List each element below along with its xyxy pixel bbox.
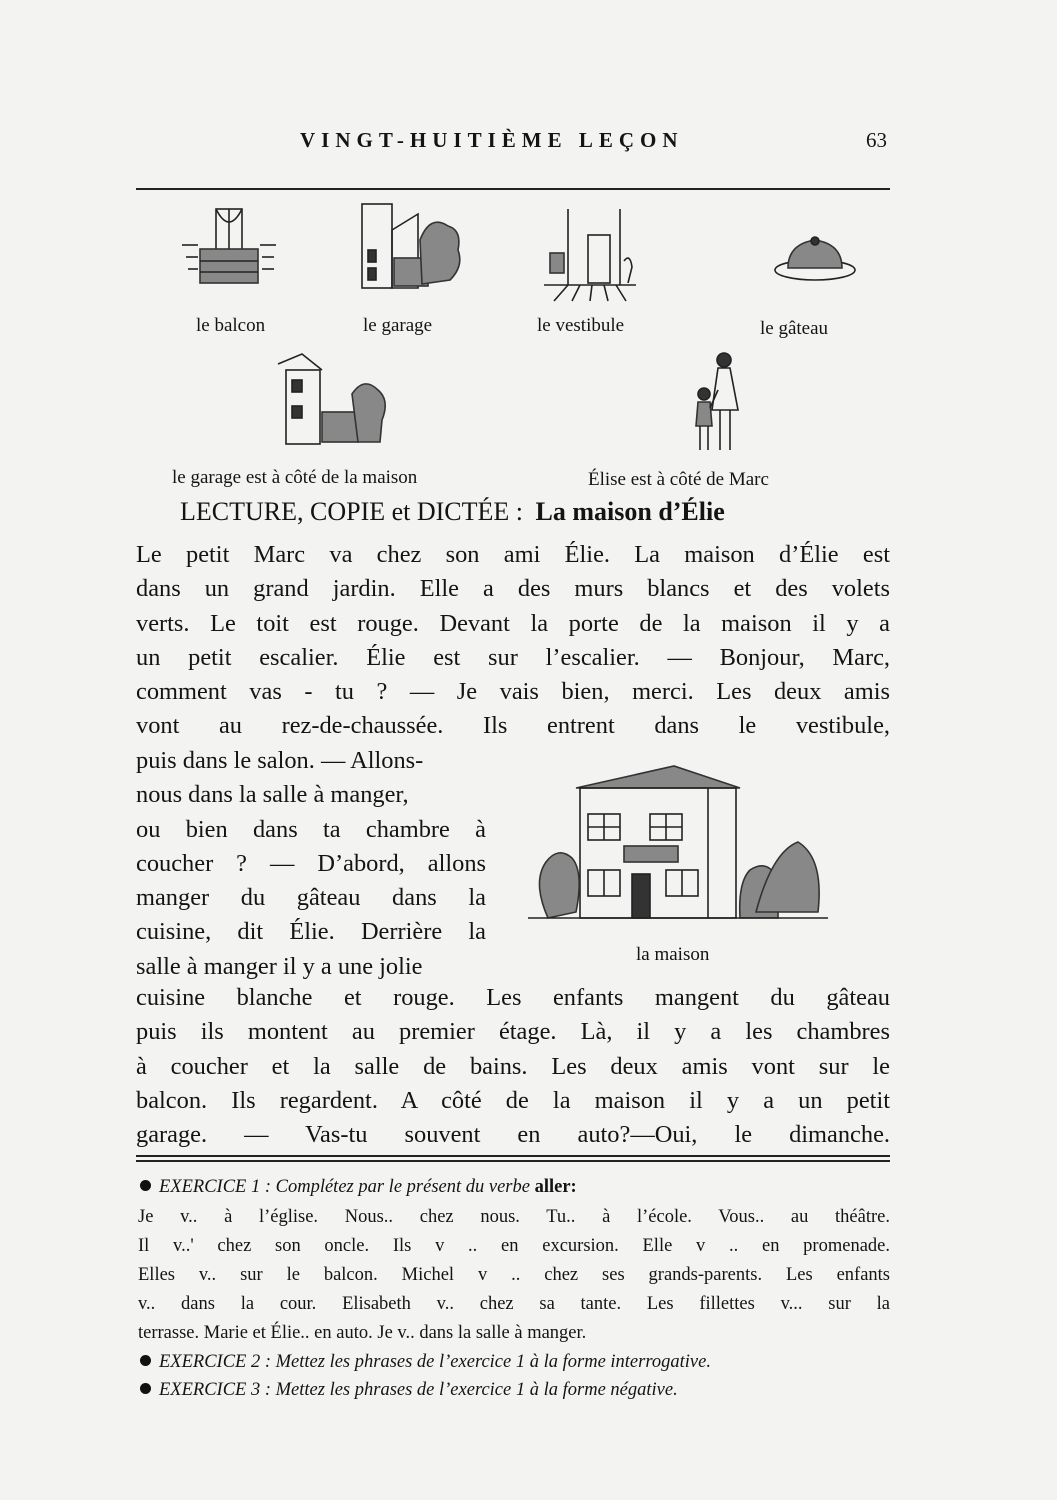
text-line: ou bien dans ta chambre à [136, 815, 486, 843]
exercise-1-heading [140, 1173, 577, 1202]
text-line: puis dans le salon. — Allons- [136, 747, 424, 774]
balcon-illustration [178, 205, 278, 305]
text-line: nous dans la salle à manger, [136, 781, 409, 809]
text-line: vont au rez-de-chaussée. Ils entrent dans le vestibule, [136, 712, 890, 740]
section-rule-bottom [136, 1160, 890, 1162]
text-line: dans un grand jardin. Elle a des murs blancs et des volets [136, 575, 890, 603]
vestibule-illustration [540, 205, 640, 305]
text-line: un petit escalier. Élie est sur l’escalier. — Bonjour, Marc, [136, 643, 890, 671]
text-line: comment vas - tu ? — Je vais bien, merci. Les deux amis [136, 678, 890, 706]
exercise-2 [140, 1348, 711, 1377]
text-line: garage. — Vas-tu souvent en auto?—Oui, le dimanche. [136, 1121, 890, 1149]
maison-illustration [528, 762, 830, 930]
exercise-3-text: EXERCICE 3 : Mettez les phrases de l’exercice 1 à la forme négative. [159, 1380, 678, 1400]
caption-garage-cote: le garage est à côté de la maison [172, 467, 418, 488]
elise-marc-illustration [682, 350, 762, 458]
reading-paragraph-narrow [136, 744, 486, 984]
text-line: manger du gâteau dans la [136, 884, 486, 912]
garage-illustration [358, 200, 468, 300]
exercise-line: Il v..' chez son oncle. Ils v .. en excursion. Elle v .. en promenade. [138, 1236, 890, 1256]
text-line: coucher ? — D’abord, allons [136, 849, 486, 877]
text-line: cuisine blanche et rouge. Les enfants mangent du gâteau [136, 984, 890, 1011]
text-line: verts. Le toit est rouge. Devant la porte de la maison il y a [136, 609, 890, 637]
caption-vestibule: le vestibule [537, 315, 625, 336]
text-line: balcon. Ils regardent. A côté de la maison il y a un petit [136, 1086, 890, 1114]
bullet-icon [140, 1383, 151, 1394]
text-line: salle à manger il y a une jolie [136, 952, 423, 980]
exercise-2-text: EXERCICE 2 : Mettez les phrases de l’exercice 1 à la forme interrogative. [159, 1352, 711, 1372]
lecture-title: La maison d’Élie [535, 497, 725, 526]
reading-paragraph-bottom [136, 981, 890, 1152]
text-line: puis ils montent au premier étage. Là, il y a les chambres [136, 1018, 890, 1046]
reading-paragraph-top [136, 538, 890, 744]
lesson-title: VINGT-HUITIÈME LEÇON [300, 128, 684, 152]
bullet-icon [140, 1180, 151, 1191]
exercise-line: terrasse. Marie et Élie.. en auto. Je v.. dans la salle à manger. [138, 1323, 587, 1343]
section-rule-top [136, 1155, 890, 1157]
caption-gateau: le gâteau [760, 318, 829, 339]
bullet-icon [140, 1355, 151, 1366]
caption-garage: le garage [363, 315, 433, 336]
exercise-1-body [138, 1203, 890, 1348]
text-line: cuisine, dit Élie. Derrière la [136, 918, 486, 946]
caption-balcon: le balcon [196, 315, 266, 336]
exercise-1-verb: aller: [534, 1177, 577, 1197]
exercise-3 [140, 1376, 678, 1405]
caption-elise-cote: Élise est à côté de Marc [588, 469, 769, 490]
gateau-illustration [770, 230, 860, 290]
exercise-line: v.. dans la cour. Elisabeth v.. chez sa tante. Les fillettes v... sur la [138, 1294, 890, 1314]
header-rule [136, 188, 890, 190]
exercise-line: Je v.. à l’église. Nous.. chez nous. Tu.. à l’école. Vous.. au théâtre. [138, 1207, 890, 1227]
text-line: Le petit Marc va chez son ami Élie. La maison d’Élie est [136, 541, 890, 568]
text-line: à coucher et la salle de bains. Les deux amis vont sur le [136, 1052, 890, 1080]
garage-house-illustration [272, 350, 392, 450]
lecture-heading [180, 497, 725, 527]
lecture-heading-label: LECTURE, COPIE et DICTÉE : [180, 497, 524, 526]
page-number: 63 [866, 128, 887, 152]
exercise-line: Elles v.. sur le balcon. Michel v .. chez ses grands-parents. Les enfants [138, 1265, 890, 1285]
caption-maison: la maison [636, 944, 710, 965]
exercise-1-label: EXERCICE 1 : Complétez par le présent du verbe [159, 1177, 530, 1197]
